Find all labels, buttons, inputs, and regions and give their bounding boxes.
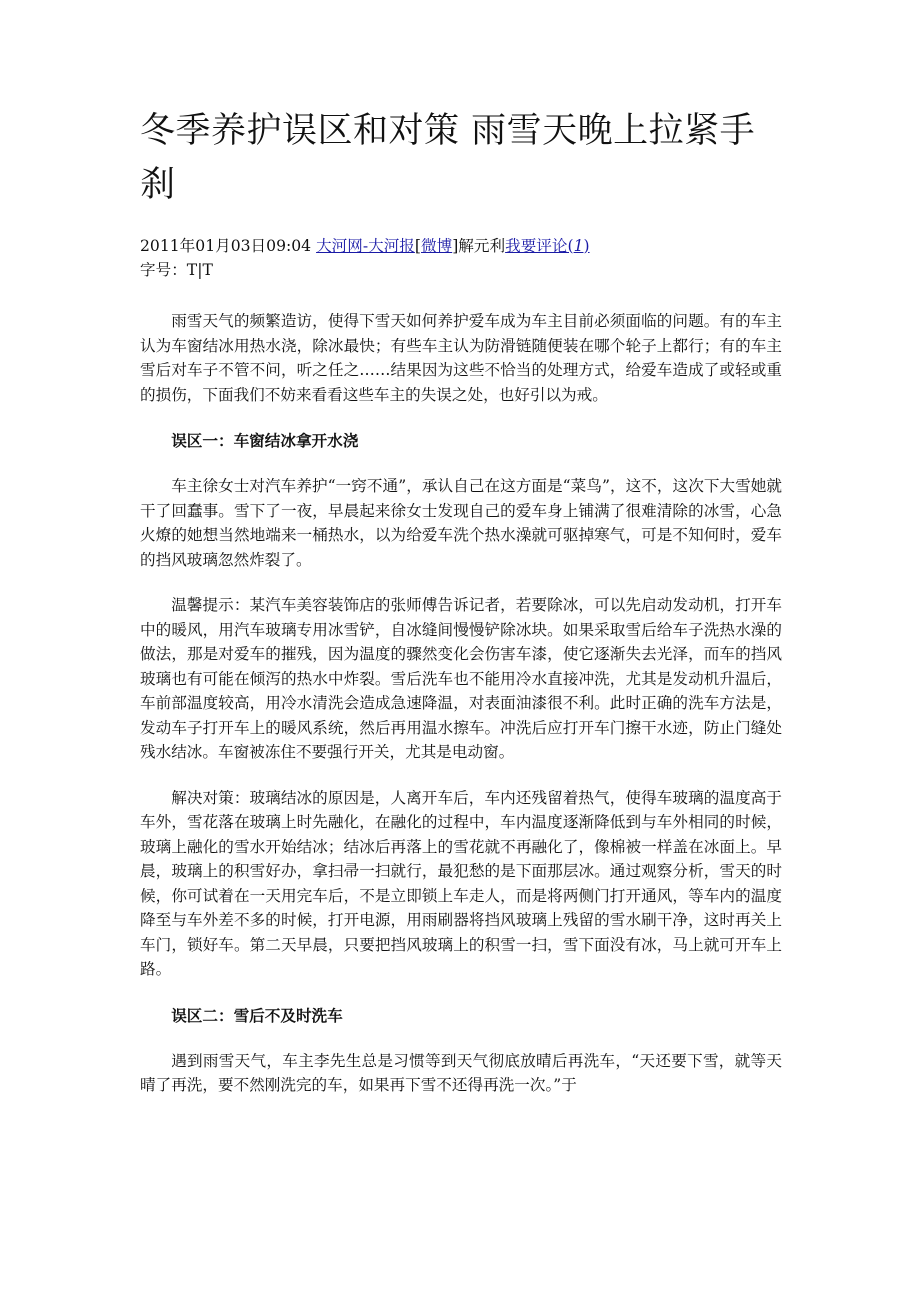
weibo-link[interactable]: 微博 [421, 237, 453, 255]
article-meta [140, 234, 782, 282]
font-size-small-button[interactable]: T [202, 261, 213, 279]
font-size-label: 字号： [140, 261, 187, 279]
source-link[interactable]: 大河网-大河报 [316, 237, 415, 255]
article-title: 冬季养护误区和对策 雨雪天晚上拉紧手刹 [140, 111, 756, 205]
tip-paragraph-1: 温馨提示：某汽车美容装饰店的张师傅告诉记者，若要除冰，可以先启动发动机，打开车中的暖风，用汽车玻璃专用冰雪铲，自冰缝间慢慢铲除冰块。如果采取雪后给车子洗热水澡的做法，那是对爱车的摧残，因为温度的骤然变化会伤害车漆，使它逐渐失去光泽，而车的挡风玻璃也有可能在倾泻的热水中炸裂。雪后洗车也不能用冷水直接冲洗，尤其是发动机升温后，车前部温度较高，用冷水清洗会造成急速降温，对表面油漆很不利。此时正确的洗车方法是，发动车子打开车上的暖风系统，然后再用温水擦车。冲洗后应打开车门擦干水迹，防止门缝处残水结冰。车窗被冻住不要强行开关，尤其是电动窗。 [140, 596, 782, 761]
publish-datetime: 2011年01月03日09:04 [140, 237, 312, 255]
font-size-control [140, 258, 782, 282]
font-size-large-button[interactable]: T [186, 261, 198, 279]
font-size-separator: | [197, 261, 203, 279]
bracket-open: [ [414, 237, 421, 255]
story-paragraph-2: 遇到雨雪天气，车主李先生总是习惯等到天气彻底放晴后再洗车，“天还要下雪，就等天晴了再洗，要不然刚洗完的车，如果再下雪不还得再洗一次。”于 [140, 1051, 782, 1094]
comment-link[interactable] [505, 237, 589, 255]
story-paragraph-1: 车主徐女士对汽车养护“一窍不通”，承认自己在这方面是“菜鸟”，这不，这次下大雪她就干了回蠢事。雪下了一夜，早晨起来徐女士发现自己的爱车身上铺满了很难清除的冰雪，心急火燎的她想当然地端来一桶热水，以为给爱车洗个热水澡就可驱掉寒气，可是不知何时，爱车的挡风玻璃忽然炸裂了。 [140, 477, 782, 569]
section-heading-1: 误区一：车窗结冰拿开水浇 [171, 431, 359, 450]
intro-paragraph: 雨雪天气的频繁造访，使得下雪天如何养护爱车成为车主目前必须面临的问题。有的车主认为车窗结冰用热水浇，除冰最快；有些车主认为防滑链随便装在哪个轮子上都行；有的车主雪后对车子不管不问，听之任之……结果因为这些不恰当的处理方式，给爱车造成了或轻或重的损伤，下面我们不妨来看看这些车主的失误之处，也好引以为戒。 [140, 312, 782, 404]
comment-link-label: 我要评论( [505, 237, 574, 255]
section-heading-2: 误区二：雪后不及时洗车 [171, 1005, 343, 1025]
meta-line [140, 234, 782, 258]
author-name: 解元利 [458, 237, 506, 255]
comment-count: 1 [573, 237, 584, 255]
bracket-close: ] [452, 237, 459, 255]
article [140, 104, 782, 1098]
comment-link-close: ) [583, 237, 590, 255]
solution-paragraph-1: 解决对策：玻璃结冰的原因是，人离开车后，车内还残留着热气，使得车玻璃的温度高于车外，雪花落在玻璃上时先融化，在融化的过程中，车内温度逐渐降低到与车外相同的时候，玻璃上融化的雪水开始结冰；结冰后再落上的雪花就不再融化了，像棉被一样盖在冰面上。早晨，玻璃上的积雪好办，拿扫帚一扫就行，最犯愁的是下面那层冰。通过观察分析，雪天的时候，你可试着在一天用完车后，不是立即锁上车走人，而是将两侧门打开通风，等车内的温度降至与车外差不多的时候，打开电源，用雨刷器将挡风玻璃上残留的雪水刷干净，这时再关上车门，锁好车。第二天早晨，只要把挡风玻璃上的积雪一扫，雪下面没有冰，马上就可开车上路。 [140, 788, 782, 978]
